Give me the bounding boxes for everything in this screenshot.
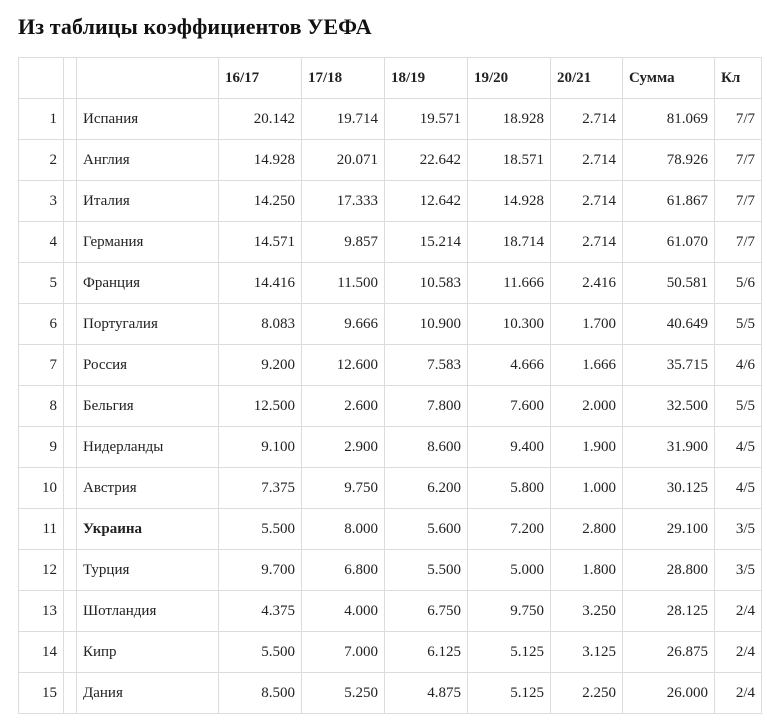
rank-cell: 5: [19, 263, 64, 304]
table-row: [19, 632, 762, 673]
spacer-cell: [64, 181, 77, 222]
season-17-18-cell: 12.600: [302, 345, 385, 386]
season-16-17-cell: 9.100: [219, 427, 302, 468]
header-sum: Сумма: [623, 58, 715, 99]
season-18-19-cell: 7.583: [385, 345, 468, 386]
season-16-17-cell: 4.375: [219, 591, 302, 632]
season-18-19-cell: 4.875: [385, 673, 468, 714]
season-18-19-cell: 19.571: [385, 99, 468, 140]
season-16-17-cell: 7.375: [219, 468, 302, 509]
clubs-cell: 7/7: [715, 181, 762, 222]
clubs-cell: 7/7: [715, 99, 762, 140]
spacer-cell: [64, 550, 77, 591]
season-17-18-cell: 19.714: [302, 99, 385, 140]
rank-cell: 12: [19, 550, 64, 591]
sum-cell: 35.715: [623, 345, 715, 386]
season-19-20-cell: 9.400: [468, 427, 551, 468]
season-20-21-cell: 2.416: [551, 263, 623, 304]
header-season-17-18: 17/18: [302, 58, 385, 99]
clubs-cell: 5/6: [715, 263, 762, 304]
season-17-18-cell: 2.600: [302, 386, 385, 427]
season-17-18-cell: 6.800: [302, 550, 385, 591]
season-17-18-cell: 8.000: [302, 509, 385, 550]
season-16-17-cell: 12.500: [219, 386, 302, 427]
season-18-19-cell: 10.900: [385, 304, 468, 345]
season-19-20-cell: 5.800: [468, 468, 551, 509]
table-row: [19, 263, 762, 304]
season-20-21-cell: 2.714: [551, 181, 623, 222]
season-16-17-cell: 14.571: [219, 222, 302, 263]
table-row: [19, 550, 762, 591]
season-16-17-cell: 14.250: [219, 181, 302, 222]
season-17-18-cell: 4.000: [302, 591, 385, 632]
season-17-18-cell: 17.333: [302, 181, 385, 222]
country-cell: Бельгия: [77, 386, 219, 427]
season-19-20-cell: 7.200: [468, 509, 551, 550]
rank-cell: 6: [19, 304, 64, 345]
country-cell: Португалия: [77, 304, 219, 345]
season-20-21-cell: 2.250: [551, 673, 623, 714]
header-season-19-20: 19/20: [468, 58, 551, 99]
rank-cell: 15: [19, 673, 64, 714]
season-16-17-cell: 5.500: [219, 509, 302, 550]
clubs-cell: 4/6: [715, 345, 762, 386]
table-row: [19, 304, 762, 345]
rank-cell: 2: [19, 140, 64, 181]
clubs-cell: 5/5: [715, 304, 762, 345]
clubs-cell: 4/5: [715, 468, 762, 509]
sum-cell: 61.867: [623, 181, 715, 222]
spacer-cell: [64, 468, 77, 509]
spacer-cell: [64, 386, 77, 427]
season-16-17-cell: 9.700: [219, 550, 302, 591]
rank-cell: 11: [19, 509, 64, 550]
season-20-21-cell: 2.000: [551, 386, 623, 427]
sum-cell: 61.070: [623, 222, 715, 263]
spacer-cell: [64, 304, 77, 345]
header-rank: [19, 58, 64, 99]
season-19-20-cell: 11.666: [468, 263, 551, 304]
page-title: Из таблицы коэффициентов УЕФА: [18, 14, 372, 39]
spacer-cell: [64, 140, 77, 181]
season-19-20-cell: 4.666: [468, 345, 551, 386]
season-17-18-cell: 9.666: [302, 304, 385, 345]
season-18-19-cell: 6.750: [385, 591, 468, 632]
season-20-21-cell: 2.714: [551, 222, 623, 263]
clubs-cell: 2/4: [715, 632, 762, 673]
country-cell: Кипр: [77, 632, 219, 673]
country-cell: Австрия: [77, 468, 219, 509]
season-16-17-cell: 8.500: [219, 673, 302, 714]
country-cell: Дания: [77, 673, 219, 714]
header-clubs: Кл: [715, 58, 762, 99]
header-season-20-21: 20/21: [551, 58, 623, 99]
spacer-cell: [64, 673, 77, 714]
season-17-18-cell: 7.000: [302, 632, 385, 673]
table-row: [19, 99, 762, 140]
clubs-cell: 7/7: [715, 222, 762, 263]
season-16-17-cell: 5.500: [219, 632, 302, 673]
season-18-19-cell: 6.200: [385, 468, 468, 509]
country-cell: Италия: [77, 181, 219, 222]
table-row: [19, 345, 762, 386]
season-17-18-cell: 9.857: [302, 222, 385, 263]
uefa-coefficient-table: [18, 57, 762, 714]
season-17-18-cell: 20.071: [302, 140, 385, 181]
sum-cell: 31.900: [623, 427, 715, 468]
clubs-cell: 7/7: [715, 140, 762, 181]
clubs-cell: 2/4: [715, 591, 762, 632]
clubs-cell: 5/5: [715, 386, 762, 427]
season-20-21-cell: 1.666: [551, 345, 623, 386]
rank-cell: 13: [19, 591, 64, 632]
season-16-17-cell: 20.142: [219, 99, 302, 140]
spacer-cell: [64, 591, 77, 632]
season-20-21-cell: 3.250: [551, 591, 623, 632]
season-19-20-cell: 18.714: [468, 222, 551, 263]
clubs-cell: 2/4: [715, 673, 762, 714]
table-row: [19, 468, 762, 509]
clubs-cell: 3/5: [715, 550, 762, 591]
season-17-18-cell: 5.250: [302, 673, 385, 714]
country-cell: Россия: [77, 345, 219, 386]
season-19-20-cell: 5.125: [468, 632, 551, 673]
country-cell: Шотландия: [77, 591, 219, 632]
sum-cell: 81.069: [623, 99, 715, 140]
season-16-17-cell: 14.416: [219, 263, 302, 304]
season-18-19-cell: 5.500: [385, 550, 468, 591]
season-19-20-cell: 5.125: [468, 673, 551, 714]
clubs-cell: 4/5: [715, 427, 762, 468]
season-18-19-cell: 10.583: [385, 263, 468, 304]
season-20-21-cell: 1.800: [551, 550, 623, 591]
table-row: [19, 386, 762, 427]
sum-cell: 29.100: [623, 509, 715, 550]
sum-cell: 26.000: [623, 673, 715, 714]
sum-cell: 32.500: [623, 386, 715, 427]
season-16-17-cell: 8.083: [219, 304, 302, 345]
spacer-cell: [64, 632, 77, 673]
table-row: [19, 591, 762, 632]
season-19-20-cell: 18.928: [468, 99, 551, 140]
season-16-17-cell: 14.928: [219, 140, 302, 181]
season-18-19-cell: 6.125: [385, 632, 468, 673]
season-19-20-cell: 7.600: [468, 386, 551, 427]
season-20-21-cell: 1.700: [551, 304, 623, 345]
table-row: [19, 222, 762, 263]
table-row: [19, 427, 762, 468]
season-19-20-cell: 14.928: [468, 181, 551, 222]
sum-cell: 78.926: [623, 140, 715, 181]
sum-cell: 40.649: [623, 304, 715, 345]
sum-cell: 50.581: [623, 263, 715, 304]
season-16-17-cell: 9.200: [219, 345, 302, 386]
header-country: [77, 58, 219, 99]
season-18-19-cell: 15.214: [385, 222, 468, 263]
rank-cell: 10: [19, 468, 64, 509]
spacer-cell: [64, 222, 77, 263]
rank-cell: 14: [19, 632, 64, 673]
country-cell: Турция: [77, 550, 219, 591]
season-20-21-cell: 2.800: [551, 509, 623, 550]
spacer-cell: [64, 509, 77, 550]
season-18-19-cell: 7.800: [385, 386, 468, 427]
season-20-21-cell: 1.900: [551, 427, 623, 468]
season-17-18-cell: 2.900: [302, 427, 385, 468]
season-20-21-cell: 1.000: [551, 468, 623, 509]
country-cell: Нидерланды: [77, 427, 219, 468]
sum-cell: 26.875: [623, 632, 715, 673]
table-row: [19, 140, 762, 181]
season-20-21-cell: 2.714: [551, 99, 623, 140]
sum-cell: 28.125: [623, 591, 715, 632]
header-season-16-17: 16/17: [219, 58, 302, 99]
country-cell: Украина: [77, 509, 219, 550]
season-17-18-cell: 9.750: [302, 468, 385, 509]
table-row: [19, 509, 762, 550]
season-19-20-cell: 5.000: [468, 550, 551, 591]
season-20-21-cell: 2.714: [551, 140, 623, 181]
rank-cell: 7: [19, 345, 64, 386]
season-18-19-cell: 22.642: [385, 140, 468, 181]
season-17-18-cell: 11.500: [302, 263, 385, 304]
country-cell: Германия: [77, 222, 219, 263]
rank-cell: 9: [19, 427, 64, 468]
header-season-18-19: 18/19: [385, 58, 468, 99]
country-cell: Англия: [77, 140, 219, 181]
season-20-21-cell: 3.125: [551, 632, 623, 673]
header-spacer: [64, 58, 77, 99]
spacer-cell: [64, 263, 77, 304]
rank-cell: 1: [19, 99, 64, 140]
table-row: [19, 181, 762, 222]
season-18-19-cell: 8.600: [385, 427, 468, 468]
rank-cell: 8: [19, 386, 64, 427]
clubs-cell: 3/5: [715, 509, 762, 550]
country-cell: Испания: [77, 99, 219, 140]
season-18-19-cell: 5.600: [385, 509, 468, 550]
season-19-20-cell: 10.300: [468, 304, 551, 345]
spacer-cell: [64, 345, 77, 386]
season-19-20-cell: 18.571: [468, 140, 551, 181]
sum-cell: 30.125: [623, 468, 715, 509]
spacer-cell: [64, 427, 77, 468]
spacer-cell: [64, 99, 77, 140]
rank-cell: 4: [19, 222, 64, 263]
table-row: [19, 673, 762, 714]
table-header-row: [19, 58, 762, 99]
season-19-20-cell: 9.750: [468, 591, 551, 632]
rank-cell: 3: [19, 181, 64, 222]
season-18-19-cell: 12.642: [385, 181, 468, 222]
sum-cell: 28.800: [623, 550, 715, 591]
country-cell: Франция: [77, 263, 219, 304]
